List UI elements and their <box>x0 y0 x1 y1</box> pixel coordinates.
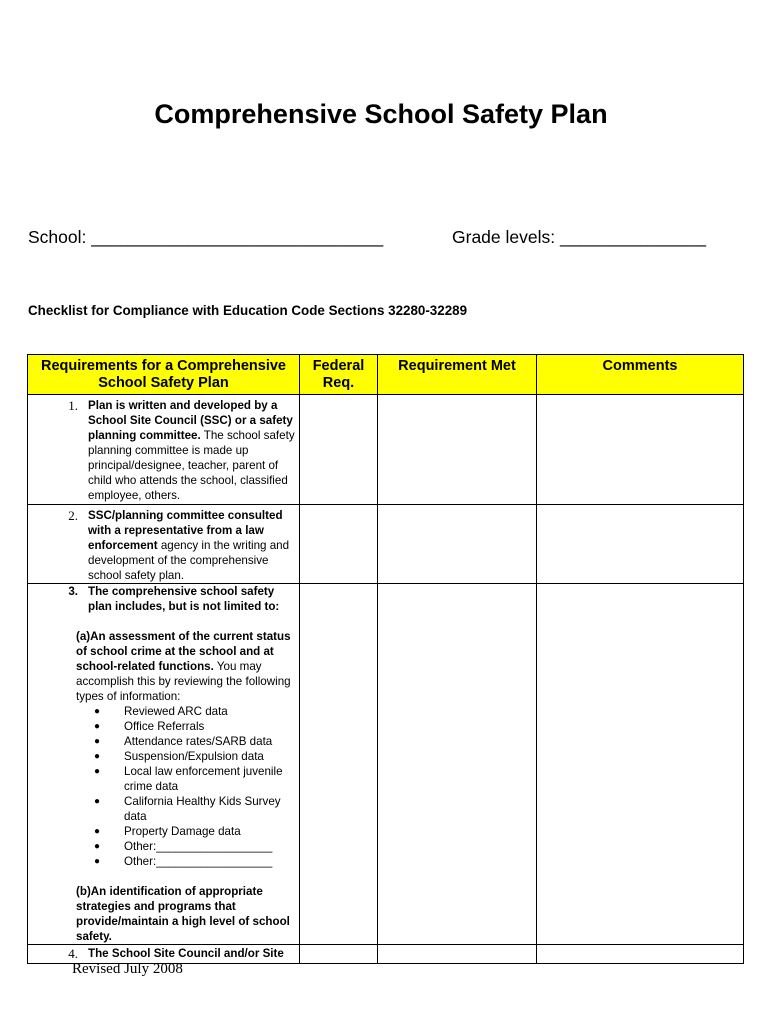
list-item: ● Local law enforcement juvenile crime data <box>124 764 295 794</box>
comments-cell[interactable] <box>537 395 744 505</box>
list-item: ● Other:__________________ <box>124 839 295 854</box>
row-number: 3. <box>68 585 78 598</box>
header-requirement-met: Requirement Met <box>378 355 537 395</box>
requirement-cell <box>28 584 300 945</box>
table-row <box>28 584 744 945</box>
requirement-cell <box>28 395 300 505</box>
list-item: ● Property Damage data <box>124 824 295 839</box>
comments-cell[interactable] <box>537 505 744 584</box>
sub-requirement-a <box>28 629 295 704</box>
list-item: ● Suspension/Expulsion data <box>124 749 295 764</box>
requirement-bold: The comprehensive school safety plan includes, but is not limited to: <box>88 585 280 613</box>
requirement-bold: Plan is written and developed by a School Site Council (SSC) or a safety planning committee. <box>88 399 293 442</box>
page-title: Comprehensive School Safety Plan <box>154 99 608 129</box>
list-item: ● Office Referrals <box>124 719 295 734</box>
federal-req-cell[interactable] <box>300 505 378 584</box>
row-number: 2. <box>68 508 78 523</box>
table-row <box>28 395 744 505</box>
compliance-checklist-table <box>27 354 744 964</box>
federal-req-cell[interactable] <box>300 945 378 964</box>
sub-a-bold: (a)An assessment of the current status of school crime at the school and at school-related functions. <box>76 630 291 673</box>
information-types-list <box>28 704 295 869</box>
revision-footer: Revised July 2008 <box>72 961 183 977</box>
sub-a-text: You may accomplish this by reviewing the following types of information: <box>76 660 291 703</box>
requirement-met-cell[interactable] <box>378 395 537 505</box>
row-number: 4. <box>68 946 78 961</box>
list-item: ● Other:__________________ <box>124 854 295 869</box>
sub-requirement-b: (b)An identification of appropriate strategies and programs that provide/maintain a high level of school safety. <box>76 885 290 943</box>
requirement-met-cell[interactable] <box>378 584 537 945</box>
grade-levels-field: Grade levels: _______________ <box>452 227 706 247</box>
table-header-row <box>28 355 744 395</box>
requirement-met-cell[interactable] <box>378 945 537 964</box>
requirement-text: The school safety planning committee is made up principal/designee, teacher, parent of child who attends the school, classified employee, others. <box>88 429 295 502</box>
federal-req-cell[interactable] <box>300 395 378 505</box>
header-federal-req: Federal Req. <box>300 355 378 395</box>
table-row <box>28 505 744 584</box>
checklist-subtitle: Checklist for Compliance with Education Code Sections 32280-32289 <box>28 303 468 318</box>
list-item: ● California Healthy Kids Survey data <box>124 794 295 824</box>
requirement-met-cell[interactable] <box>378 505 537 584</box>
header-requirements: Requirements for a Comprehensive School Safety Plan <box>28 355 300 395</box>
school-field: School: ______________________________ <box>28 227 384 247</box>
requirement-cell <box>28 505 300 584</box>
comments-cell[interactable] <box>537 945 744 964</box>
row-number: 1. <box>68 398 78 413</box>
header-comments: Comments <box>537 355 744 395</box>
list-item: ● Reviewed ARC data <box>124 704 295 719</box>
requirement-bold: SSC/planning committee consulted with a representative from a law enforcement <box>88 509 283 552</box>
requirement-text: agency in the writing and development of the comprehensive school safety plan. <box>88 539 290 582</box>
list-item: ● Attendance rates/SARB data <box>124 734 295 749</box>
federal-req-cell[interactable] <box>300 584 378 945</box>
comments-cell[interactable] <box>537 584 744 945</box>
requirement-bold: The School Site Council and/or Site <box>88 947 284 960</box>
